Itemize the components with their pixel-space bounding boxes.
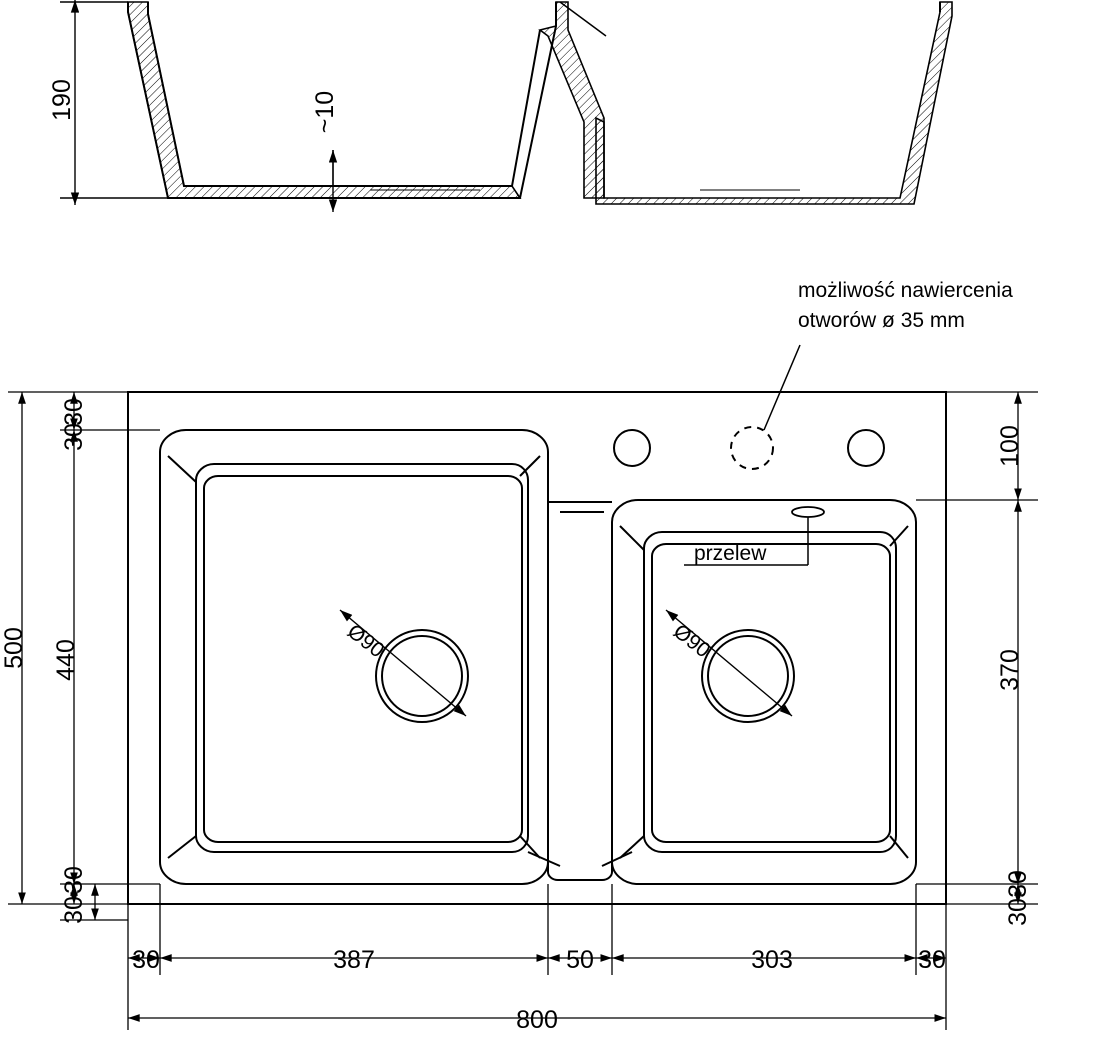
section-view: [128, 0, 952, 204]
label-overall-width: 800: [516, 1006, 558, 1034]
label-bowl-left-width: 387: [333, 946, 375, 974]
label-drill-note-line2: otworów ø 35 mm: [798, 309, 965, 332]
label-margin-right: 30: [918, 946, 946, 974]
label-right-margin-2: 30: [1004, 898, 1032, 926]
tap-hole-right: [848, 430, 884, 466]
label-right-margin: 30: [1004, 870, 1032, 898]
label-margin-bottom-2: 30: [60, 896, 88, 924]
label-section-depth: 190: [48, 79, 76, 121]
dimension-lines-left: [8, 392, 160, 920]
tap-holes: [614, 427, 884, 469]
tap-hole-optional: [731, 427, 773, 469]
label-margin-top: 30: [60, 398, 88, 426]
bowl-left: [160, 430, 548, 884]
label-margin-left: 30: [132, 946, 160, 974]
overflow-hole: [792, 507, 824, 517]
label-right-top: 100: [996, 425, 1024, 467]
label-drain-right: Ø90: [668, 619, 715, 663]
label-overflow: przelew: [694, 542, 767, 565]
tap-hole-left: [614, 430, 650, 466]
drill-note-leader: [764, 345, 800, 430]
top-view-plate: [128, 392, 946, 904]
label-drain-left: Ø90: [342, 619, 389, 663]
label-margin-top-2: 30: [60, 423, 88, 451]
label-margin-bottom: 30: [60, 866, 88, 894]
label-overall-height: 500: [0, 627, 28, 669]
label-wall-thickness: ~10: [311, 90, 339, 134]
label-drill-note-line1: możliwość nawiercenia: [798, 279, 1013, 302]
label-bowl-right-width: 303: [751, 946, 793, 974]
dimension-lines-right: [916, 392, 1038, 904]
label-inner-height: 440: [52, 639, 80, 681]
bowl-connector: [528, 502, 632, 880]
label-right-bottom: 370: [996, 649, 1024, 691]
label-divider-width: 50: [566, 946, 594, 974]
